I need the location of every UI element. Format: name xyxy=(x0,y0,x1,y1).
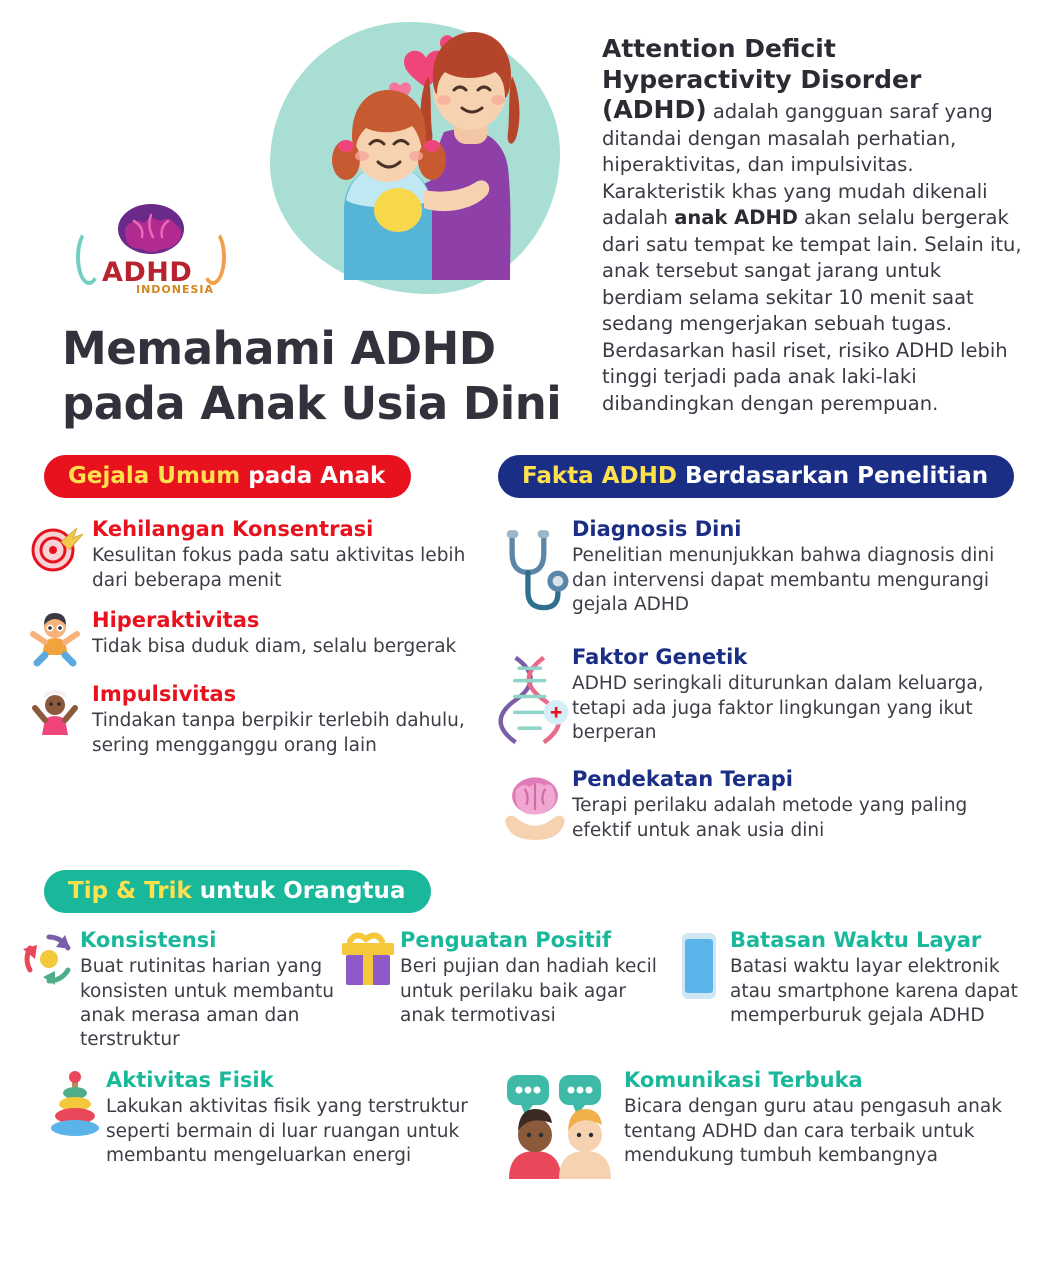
stacking-rings-icon xyxy=(44,1067,106,1181)
list-item xyxy=(668,927,1023,1053)
tips-badge xyxy=(44,870,431,913)
child-arms-up-icon xyxy=(18,681,92,758)
logo-arc-right-icon xyxy=(200,229,226,285)
mother-and-child-illustration xyxy=(248,14,578,314)
adhd-indonesia-logo xyxy=(76,199,236,309)
list-item-body xyxy=(572,766,1023,850)
list-item-title: Impulsivitas xyxy=(92,682,237,707)
logo-subtitle: INDONESIA xyxy=(136,283,215,296)
list-item-text: ADHD seringkali diturunkan dalam keluarga, tetapi ada juga faktor lingkungan yang ikut berperan xyxy=(572,673,984,744)
list-item-title: Diagnosis Dini xyxy=(572,517,742,541)
intro-lead: Attention Deficit Hyperactivity Disorder (ADHD) xyxy=(602,34,922,125)
list-item xyxy=(18,1067,498,1181)
cycle-arrows-icon xyxy=(18,927,80,1053)
list-item-text: Bicara dengan guru atau pengasuh anak tentang ADHD dan cara terbaik untuk mendukung tumbuh kembangnya xyxy=(624,1096,1002,1166)
list-item xyxy=(498,644,1023,752)
gift-icon xyxy=(338,927,400,1053)
list-item-text: Buat rutinitas harian yang konsisten untuk membantu anak merasa aman dan terstruktur xyxy=(80,956,334,1051)
list-item-text: Batasi waktu layar elektronik atau smartphone karena dapat memperburuk gejala ADHD xyxy=(730,956,1018,1027)
symptoms-badge-rest: pada Anak xyxy=(240,463,386,489)
list-item xyxy=(498,1067,1023,1181)
list-item-title: Batasan Waktu Layar xyxy=(730,928,982,952)
content-columns xyxy=(0,455,1041,864)
list-item-title: Faktor Genetik xyxy=(572,645,748,669)
symptoms-badge-accent: Gejala Umum xyxy=(68,463,241,489)
page-title-line1: Memahami ADHD xyxy=(62,322,496,375)
facts-badge-accent: Fakta ADHD xyxy=(522,463,677,489)
smartphone-icon xyxy=(668,927,730,1053)
list-item-body xyxy=(572,516,1023,630)
list-item-body xyxy=(92,607,498,667)
hero-section xyxy=(0,0,1041,455)
hero-right xyxy=(598,14,1023,455)
page-title xyxy=(62,322,561,432)
list-item-body xyxy=(400,927,668,1053)
page-title-line2: pada Anak Usia Dini xyxy=(62,376,562,430)
symptoms-column xyxy=(18,455,498,864)
list-item xyxy=(18,681,498,758)
list-item xyxy=(18,927,338,1053)
intro-body-1: adalah gangguan saraf yang ditandai dengan masalah perhatian, hiperaktivitas, dan impulsivitas. Karakteristik khas yang mudah dikenali adalah xyxy=(602,100,993,230)
list-item-body xyxy=(572,644,1023,752)
list-item-text: Tidak bisa duduk diam, selalu bergerak xyxy=(92,636,457,658)
list-item-title: Penguatan Positif xyxy=(400,928,612,952)
tips-badge-rest: untuk Orangtua xyxy=(191,878,406,904)
facts-badge-rest: Berdasarkan Penelitian xyxy=(676,463,989,489)
logo-arc-left-icon xyxy=(76,229,102,285)
list-item-title: Konsistensi xyxy=(80,928,217,952)
list-item-title: Kehilangan Konsentrasi xyxy=(92,517,374,541)
list-item xyxy=(18,607,498,667)
list-item-title: Hiperaktivitas xyxy=(92,608,260,633)
facts-badge xyxy=(498,455,1014,498)
list-item-body xyxy=(80,927,338,1053)
stethoscope-icon xyxy=(498,516,572,630)
tips-row-2 xyxy=(0,1053,1041,1181)
brain-icon xyxy=(114,201,188,261)
intro-bold-1: anak ADHD xyxy=(674,206,798,230)
list-item-text: Tindakan tanpa berpikir terlebih dahulu, sering mengganggu orang lain xyxy=(92,710,465,756)
child-jumping-icon xyxy=(18,607,92,667)
intro-paragraph xyxy=(602,34,1023,417)
list-item xyxy=(498,766,1023,850)
list-item-text: Penelitian menunjukkan bahwa diagnosis dini dan intervensi dapat membantu mengurangi gejala ADHD xyxy=(572,545,995,616)
list-item-title: Pendekatan Terapi xyxy=(572,767,794,791)
list-item-body xyxy=(92,516,498,593)
list-item-text: Beri pujian dan hadiah kecil untuk perilaku baik agar anak termotivasi xyxy=(400,956,657,1027)
people-chat-icon xyxy=(498,1067,624,1181)
tips-badge-wrap xyxy=(0,864,1041,927)
list-item xyxy=(498,516,1023,630)
hero-left xyxy=(18,14,598,455)
list-item-body xyxy=(730,927,1023,1053)
list-item xyxy=(338,927,668,1053)
illustration-figures xyxy=(248,14,578,314)
facts-column xyxy=(498,455,1023,864)
dna-icon xyxy=(498,644,572,752)
list-item-body xyxy=(106,1067,498,1181)
list-item-text: Kesulitan fokus pada satu aktivitas lebih dari beberapa menit xyxy=(92,545,466,591)
target-icon xyxy=(18,516,92,593)
list-item-text: Terapi perilaku adalah metode yang paling efektif untuk anak usia dini xyxy=(572,795,968,841)
logo-name: ADHD xyxy=(102,257,193,288)
brain-in-hand-icon xyxy=(498,766,572,850)
list-item-body xyxy=(92,681,498,758)
tips-row-1 xyxy=(0,927,1041,1053)
list-item-text: Lakukan aktivitas fisik yang terstruktur seperti bermain di luar ruangan untuk membantu mengeluarkan energi xyxy=(106,1096,468,1166)
list-item-title: Aktivitas Fisik xyxy=(106,1067,274,1092)
list-item-body xyxy=(624,1067,1023,1181)
symptoms-badge xyxy=(44,455,411,498)
list-item xyxy=(18,516,498,593)
intro-body-2: akan selalu bergerak dari satu tempat ke tempat lain. Selain itu, anak tersebut sangat jarang untuk berdiam selama sekitar 10 menit saat sedang mengerjakan sebuah tugas. Berdasarkan hasil riset, risiko ADHD lebih tinggi terjadi pada anak laki-laki dibandingkan dengan perempuan. xyxy=(602,206,1022,415)
tips-badge-accent: Tip & Trik xyxy=(68,878,192,904)
list-item-title: Komunikasi Terbuka xyxy=(624,1067,863,1092)
